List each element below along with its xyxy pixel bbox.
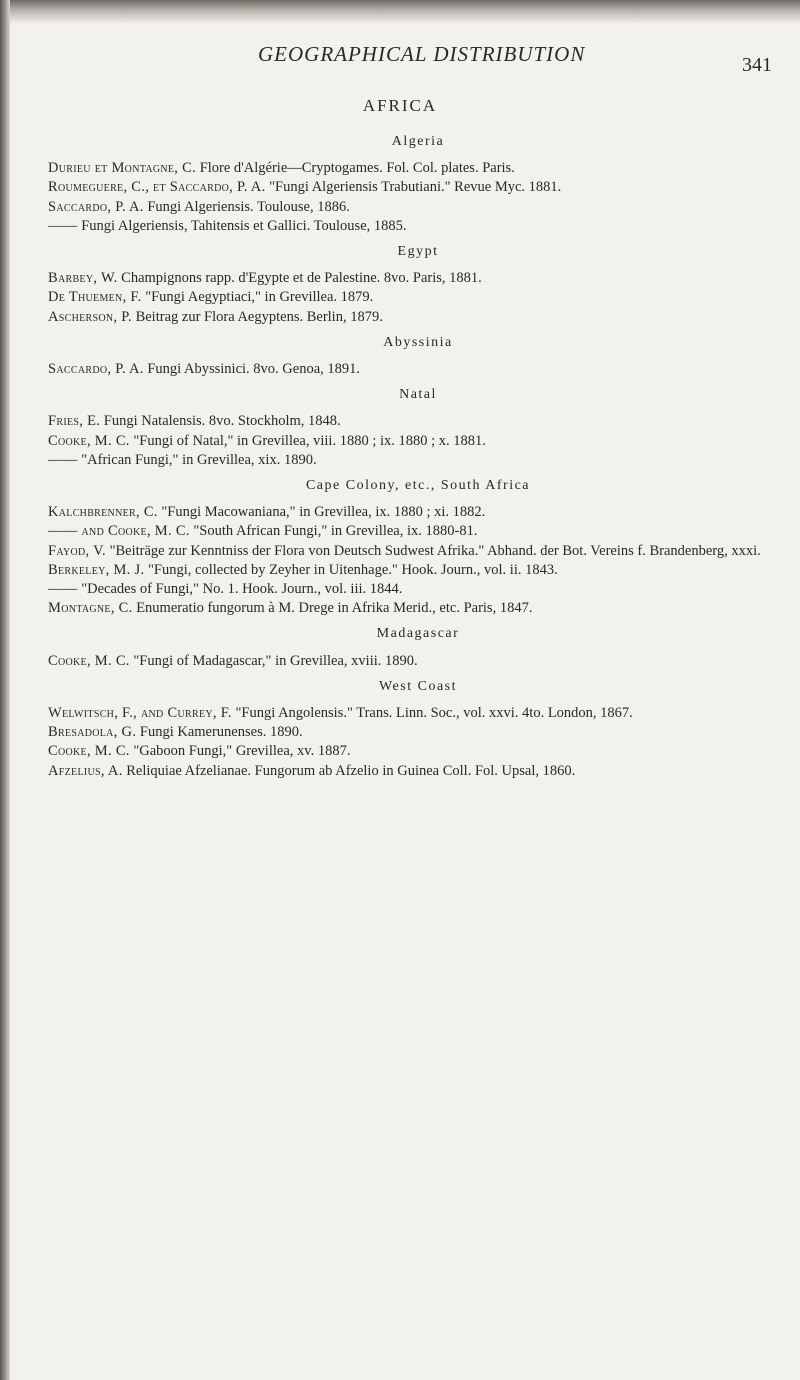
bibliography-entry: [48, 179, 788, 195]
entry-author: ——: [48, 581, 78, 598]
entry-author: Cooke, M. C.: [48, 743, 130, 760]
bibliography-entry: [48, 218, 788, 234]
entry-author: Bresadola, G.: [48, 724, 137, 741]
bibliography-entry: [48, 504, 788, 520]
entry-citation: "Fungi of Natal," in Grevillea, viii. 1880 ; ix. 1880 ; x. 1881.: [133, 432, 486, 449]
bibliography-entry: [48, 270, 788, 286]
bibliography-entry: [48, 562, 788, 578]
entry-citation: Fungi Algeriensis, Tahitensis et Gallici. Toulouse, 1885.: [81, 217, 407, 234]
entry-author: Fries, E.: [48, 413, 101, 430]
section-heading: Cape Colony, etc., South Africa: [305, 478, 531, 494]
entry-citation: "Fungi, collected by Zeyher in Uitenhage." Hook. Journ., vol. ii. 1843.: [148, 561, 558, 578]
entry-citation: Fungi Natalensis. 8vo. Stockholm, 1848.: [103, 413, 341, 430]
bibliography-body: [48, 134, 788, 789]
bibliography-entry: [48, 724, 788, 740]
bibliography-entry: [48, 309, 788, 325]
entry-citation: Fungi Algeriensis. Toulouse, 1886.: [147, 198, 350, 215]
entry-author: Saccardo, P. A.: [48, 198, 144, 215]
section-heading: Natal: [399, 387, 437, 403]
bibliography-entry: [48, 199, 788, 215]
entry-author: Roumeguere, C., et Saccardo, P. A.: [48, 179, 266, 196]
entry-citation: "Decades of Fungi," No. 1. Hook. Journ., vol. iii. 1844.: [81, 581, 403, 598]
entry-author: Barbey, W.: [48, 270, 118, 287]
section-heading: Algeria: [391, 134, 445, 149]
bibliography-entry: [48, 433, 788, 449]
entry-author: Kalchbrenner, C.: [48, 504, 158, 521]
entry-author: ——: [48, 217, 78, 234]
entry-author: Afzelius, A.: [48, 762, 123, 779]
entry-citation: "Fungi Macowaniana," in Grevillea, ix. 1880 ; xi. 1882.: [161, 504, 486, 521]
bibliography-entry: [48, 543, 788, 559]
section-west-coast: [48, 679, 788, 779]
section-heading: Madagascar: [376, 626, 460, 642]
entry-author: Montagne, C.: [48, 600, 133, 617]
bibliography-entry: [48, 289, 788, 305]
entry-author: Fayod, V.: [48, 542, 106, 559]
page-number: 341: [742, 54, 772, 76]
entry-citation: "Gaboon Fungi," Grevillea, xv. 1887.: [133, 743, 351, 760]
entry-author: ——: [48, 451, 78, 468]
section-egypt: [48, 244, 788, 325]
entry-citation: "Fungi Algeriensis Trabutiani." Revue Myc. 1881.: [269, 179, 562, 196]
bibliography-entry: [48, 413, 788, 429]
bibliography-entry: [48, 581, 788, 597]
entry-citation: Fungi Abyssinici. 8vo. Genoa, 1891.: [147, 361, 361, 378]
entry-author: Welwitsch, F., and Currey, F.: [48, 705, 232, 722]
entry-citation: "African Fungi," in Grevillea, xix. 1890.: [81, 451, 317, 468]
bibliography-entry: [48, 705, 788, 721]
bibliography-entry: [48, 523, 788, 539]
entry-author: Cooke, M. C.: [48, 432, 130, 449]
entry-citation: Flore d'Algérie—Cryptogames. Fol. Col. plates. Paris.: [199, 160, 515, 177]
page-binding-edge: [0, 0, 10, 1380]
page-top-edge: [0, 0, 800, 24]
entry-author: Cooke, M. C.: [48, 652, 130, 669]
entry-author: Ascherson, P.: [48, 308, 132, 325]
bibliography-entry: [48, 763, 788, 779]
section-madagascar: [48, 626, 788, 668]
entry-author: —— and Cooke, M. C.: [48, 523, 190, 540]
section-heading: West Coast: [378, 678, 458, 694]
section-algeria: [48, 134, 788, 234]
entry-author: De Thuemen, F.: [48, 289, 142, 306]
bibliography-entry: [48, 452, 788, 468]
entry-citation: "Fungi of Madagascar," in Grevillea, xviii. 1890.: [133, 652, 418, 669]
bibliography-entry: [48, 160, 788, 176]
entry-author: Durieu et Montagne, C.: [48, 160, 197, 177]
entry-citation: "South African Fungi," in Grevillea, ix. 1880-81.: [193, 523, 478, 540]
entry-citation: Champignons rapp. d'Egypte et de Palestine. 8vo. Paris, 1881.: [121, 270, 482, 287]
section-heading: Abyssinia: [383, 334, 453, 350]
entry-citation: "Fungi Angolensis." Trans. Linn. Soc., vol. xxvi. 4to. London, 1867.: [235, 705, 633, 722]
entry-citation: "Fungi Aegyptiaci," in Grevillea. 1879.: [145, 289, 374, 306]
section-heading: Egypt: [397, 244, 439, 260]
section-cape-colony-etc-south-africa: [48, 478, 788, 616]
section-abyssinia: [48, 335, 788, 377]
entry-author: Saccardo, P. A.: [48, 361, 144, 378]
bibliography-entry: [48, 361, 788, 377]
entry-citation: Enumeratio fungorum à M. Drege in Afrika Merid., etc. Paris, 1847.: [136, 600, 533, 617]
entry-citation: Reliquiae Afzelianae. Fungorum ab Afzelio in Guinea Coll. Fol. Upsal, 1860.: [126, 762, 576, 779]
entry-citation: Beitrag zur Flora Aegyptens. Berlin, 1879.: [135, 308, 383, 325]
entry-citation: "Beiträge zur Kenntniss der Flora von Deutsch Sudwest Afrika." Abhand. der Bot. Vereins f. Brandenberg, xxxi.: [109, 542, 761, 559]
entry-author: Berkeley, M. J.: [48, 561, 145, 578]
bibliography-entry: [48, 600, 788, 616]
section-natal: [48, 387, 788, 468]
entry-citation: Fungi Kamerunenses. 1890.: [139, 724, 303, 741]
page-title: AFRICA: [362, 96, 438, 115]
running-head: GEOGRAPHICAL DISTRIBUTION: [258, 42, 586, 66]
bibliography-entry: [48, 653, 788, 669]
bibliography-entry: [48, 743, 788, 759]
